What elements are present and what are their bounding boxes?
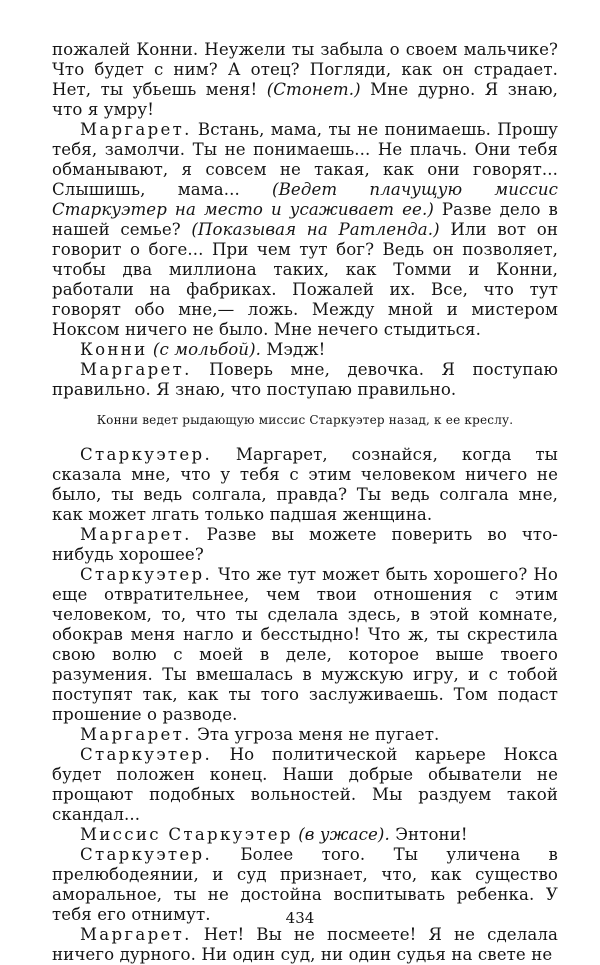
dialogue-text: Нет! Вы не посмеете! Я не сделала ничего дурного. Ни один суд, ни один судья на свете не: [52, 925, 558, 964]
stage-direction-inline: (Стонет.): [266, 80, 361, 99]
paragraph-continuation: [52, 40, 558, 120]
dialogue-text: пожалей Конни. Неужели ты забыла о своем мальчике? Что будет с ним? А отец? Погляди, как он страдает. Нет, ты убьешь меня!: [52, 40, 558, 99]
dialogue-paragraph: [52, 925, 558, 965]
stage-direction-inline: (Ведет плачущую миссис Старкуэтер на место и усаживает ее.): [52, 180, 559, 219]
stage-direction: Конни ведет рыдающую миссис Старкуэтер назад, к ее креслу.: [96, 413, 514, 427]
dialogue-paragraph: [52, 825, 558, 845]
dialogue-text: Мэдж!: [261, 340, 326, 359]
dialogue-text: Разве дело в нашей семье?: [52, 200, 558, 239]
dialogue-text: Более того. Ты уличена в прелюбодеянии, и суд признает, что, как существо аморальное, ты не достойна воспитывать ребенка. У тебя его отнимут.: [52, 845, 558, 924]
dialogue-paragraph: [52, 725, 558, 745]
speaker-name: Маргарет.: [80, 725, 192, 744]
dialogue-text: Но политической карьере Нокса будет положен конец. Наши добрые обыватели не прощают подобных вольностей. Мы раздуем такой скандал...: [52, 745, 558, 824]
dialogue-text: Встань, мама, ты не понимаешь. Прошу тебя, замолчи. Ты не понимаешь... Не плачь. Они тебя обманывают, я совсем не такая, как они говорят... Слышишь, мама...: [52, 120, 558, 199]
page-text: [52, 40, 558, 965]
speaker-name: Старкуэтер.: [80, 565, 213, 584]
dialogue-text: Что же тут может быть хорошего? Но еще отвратительнее, чем твои отношения с этим человеком, то, что ты сделала здесь, в этой комнате, обокрав меня нагло и бесстыдно! Что ж, ты скрестила свою волю с моей в деле, которое выше твоего разумения. Ты вмешалась в мужскую игру, и с тобой поступят так, как ты того заслуживаешь. Том подаст прошение о разводе.: [52, 565, 558, 724]
dialogue-text: Или вот он говорит о боге... При чем тут бог? Ведь он позволяет, чтобы два миллиона таких, как Томми и Конни, работали на фабриках. Пожалей их. Все, что тут говорят обо мне,— ложь. Между мной и мистером Ноксом ничего не было. Мне нечего стыдиться.: [52, 220, 558, 339]
dialogue-paragraph: [52, 360, 558, 400]
speaker-name: Маргарет.: [80, 120, 192, 139]
dialogue-text: Разве вы можете поверить во что-нибудь хорошее?: [52, 525, 558, 564]
speaker-name: Миссис Старкуэтер: [80, 825, 293, 844]
dialogue-text: Поверь мне, девочка. Я поступаю правильно. Я знаю, что поступаю правильно.: [52, 360, 558, 399]
dialogue-text: Энтони!: [389, 825, 468, 844]
dialogue-paragraph: [52, 120, 558, 340]
speaker-name: Маргарет.: [80, 925, 192, 944]
page-number: 434: [285, 909, 315, 927]
stage-direction-inline: (с мольбой).: [152, 340, 262, 359]
dialogue-text: Мне дурно. Я знаю, что я умру!: [52, 80, 558, 119]
speaker-name: Старкуэтер.: [80, 745, 213, 764]
dialogue-paragraph: [52, 340, 558, 360]
stage-direction-inline: (Показывая на Ратленда.): [191, 220, 440, 239]
speaker-name: Старкуэтер.: [80, 445, 213, 464]
speaker-name: Конни: [80, 340, 148, 359]
document-page: [52, 40, 558, 965]
speaker-name: Старкуэтер.: [80, 845, 213, 864]
dialogue-paragraph: [52, 445, 558, 525]
dialogue-text: Эта угроза меня не пугает.: [191, 725, 440, 744]
stage-direction-inline: (в ужасе).: [298, 825, 390, 844]
speaker-name: Маргарет.: [80, 525, 192, 544]
dialogue-text: Маргарет, сознайся, когда ты сказала мне, что у тебя с этим человеком ничего не было, ты ведь солгала, правда? Ты ведь солгала мне, как может лгать только падшая женщина.: [52, 445, 558, 524]
dialogue-paragraph: [52, 525, 558, 565]
dialogue-paragraph: [52, 565, 558, 725]
dialogue-paragraph: [52, 745, 558, 825]
speaker-name: Маргарет.: [80, 360, 192, 379]
